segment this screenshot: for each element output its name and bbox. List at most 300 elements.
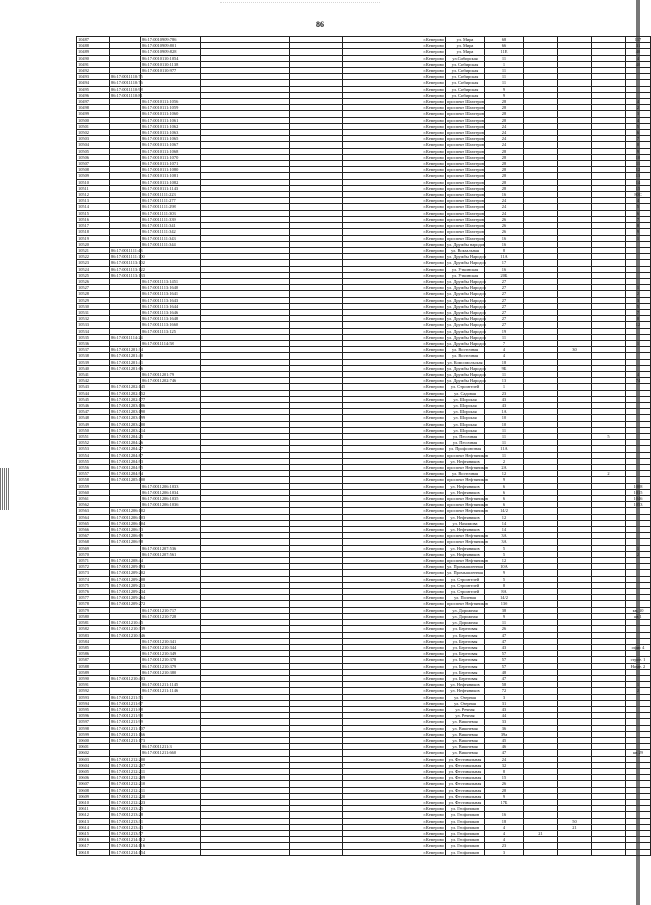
house-number-cell: ул. Шорская bbox=[446, 427, 485, 433]
house-number-cell: ул. Вишневая bbox=[446, 725, 485, 731]
cadastral-number-cell: 86:17:0011110:75 bbox=[111, 74, 143, 80]
street-cell: г.Кемерово bbox=[343, 508, 446, 514]
row-number-cell: 10601 bbox=[77, 744, 110, 750]
house-number-cell: ул. Дружбы Народов bbox=[447, 378, 486, 384]
structure-cell bbox=[524, 849, 558, 855]
building-cell: 11 bbox=[485, 55, 524, 61]
row-number-cell: 10499 bbox=[77, 111, 110, 117]
building-cell: 47 bbox=[485, 750, 524, 756]
spare-cell: 1008 bbox=[626, 483, 651, 489]
street-cell: г.Кемерово bbox=[343, 142, 446, 148]
row-number-cell: 10489 bbox=[77, 49, 110, 55]
table-row bbox=[77, 849, 651, 855]
room-cadastral-number-cell: 86:17:0010111:1081 bbox=[141, 173, 201, 179]
house-number-cell: ул. Дружбы Народов bbox=[447, 254, 486, 260]
cadastral-number-cell: 86:17:0011110:98 bbox=[111, 86, 143, 92]
apartment-cell bbox=[592, 849, 626, 855]
house-number-cell: ул. Фестивальная bbox=[446, 756, 485, 762]
building-cell: 26 bbox=[485, 626, 524, 632]
house-number-cell: ул. Дорожная bbox=[446, 607, 485, 613]
street-cell: г.Кемерово bbox=[343, 452, 446, 458]
row-number-cell: 10528 bbox=[77, 291, 110, 297]
cadastral-number-cell: 86:17:0011210:45 bbox=[111, 620, 144, 626]
row-number-cell: 10556 bbox=[77, 465, 110, 471]
street-cell: г.Кемерово bbox=[343, 831, 446, 837]
street-cell: г.Кемерово bbox=[343, 849, 446, 855]
cadastral-number-cell: 86:17:0011212:223 bbox=[111, 799, 146, 805]
row-number-cell: 10616 bbox=[77, 837, 110, 843]
row-number-cell: 10537 bbox=[77, 347, 110, 353]
spare-cell: кв 29 bbox=[626, 750, 651, 756]
building-cell: 20Б bbox=[485, 272, 524, 278]
building-cell: 4 bbox=[485, 353, 524, 359]
building-cell: 11 bbox=[485, 440, 524, 446]
house-number-cell: ул. Геофизиков bbox=[446, 806, 485, 812]
house-number-cell: проспект Шахтеров bbox=[447, 223, 484, 229]
row-number-cell: 10533 bbox=[77, 322, 110, 328]
street-cell: г.Кемерово bbox=[343, 570, 446, 576]
house-number-cell: ул. Вокзальная bbox=[446, 247, 485, 253]
room-cadastral-number-cell: 86:17:0011206:1036 bbox=[141, 502, 201, 508]
cadastral-number-cell: 86:17:0011202:145 bbox=[111, 384, 146, 390]
spare-cell: 6 bbox=[626, 130, 651, 136]
street-cell: г.Кемерово bbox=[343, 719, 446, 725]
cadastral-number-cell: 86:17:0011213:43 bbox=[111, 824, 144, 830]
row-number-cell: 10614 bbox=[77, 824, 110, 830]
house-number-cell: ул. Дружбы Народов bbox=[447, 322, 486, 328]
building-cell: 47 bbox=[485, 675, 524, 681]
room-cadastral-number-cell: 86:17:0010111:1082 bbox=[141, 179, 201, 185]
row-number-cell: 10580 bbox=[77, 613, 110, 619]
building-cell: 43 bbox=[485, 644, 524, 650]
cadastral-number-cell: 86:17:0011212:210 bbox=[111, 781, 146, 787]
building-cell: 26 bbox=[485, 216, 524, 222]
building-cell: 11 bbox=[485, 452, 524, 458]
cadastral-number-cell: 86:17:0011201:66 bbox=[111, 365, 144, 371]
row-number-cell: 10529 bbox=[77, 297, 110, 303]
building-cell: 45 bbox=[485, 737, 524, 743]
house-number-cell: проспект Шахтеров bbox=[447, 105, 484, 111]
spare-cell: 14 bbox=[626, 179, 651, 185]
cadastral-number-cell: 86:17:0011203:214 bbox=[111, 427, 146, 433]
row-number-cell: 10488 bbox=[77, 43, 110, 49]
street-cell: г.Кемерово bbox=[343, 793, 446, 799]
building-cell: 27 bbox=[485, 285, 524, 291]
row-number-cell: 10560 bbox=[77, 489, 110, 495]
room-cadastral-number-cell: 86:17:0010111:1070 bbox=[141, 154, 201, 160]
row-number-cell: 10605 bbox=[77, 768, 110, 774]
building-cell: 28 bbox=[485, 154, 524, 160]
street-cell: г.Кемерово bbox=[343, 799, 446, 805]
room-cadastral-number-cell: 86:17:0011206:1033 bbox=[141, 483, 201, 489]
house-number-cell: проспект Шахтеров bbox=[447, 235, 484, 241]
building-cell: 28 bbox=[485, 167, 524, 173]
building-cell: 3А bbox=[485, 539, 524, 545]
house-number-cell: проспект Нефтяников bbox=[447, 502, 488, 508]
house-number-cell: ул. Речная bbox=[446, 713, 485, 719]
room-cadastral-number-cell: 86:17:0010111:1065 bbox=[141, 136, 201, 142]
house-number-cell: ул. Фестивальная bbox=[446, 787, 485, 793]
house-number-cell: ул. Дружбы Народов bbox=[447, 291, 486, 297]
building-cell: 47 bbox=[485, 638, 524, 644]
row-number-cell: 10522 bbox=[77, 254, 110, 260]
extra-cell: 30 bbox=[558, 347, 592, 353]
cadastral-number-cell: 86:17:0011212:211 bbox=[111, 768, 146, 774]
street-cell: г.Кемерово bbox=[343, 359, 446, 365]
building-cell: 28 bbox=[485, 148, 524, 154]
building-cell: 24 bbox=[485, 204, 524, 210]
building-cell: 9 bbox=[485, 793, 524, 799]
house-number-cell: ул. Сибирская bbox=[446, 86, 485, 92]
house-number-cell: ул. Строителей bbox=[446, 582, 485, 588]
room-cadastral-number-cell: 86:17:0011210:378 bbox=[141, 657, 201, 663]
spare-cell: Номе. 2 bbox=[626, 663, 651, 669]
row-number-cell: 10520 bbox=[77, 241, 110, 247]
building-cell: 9 bbox=[485, 477, 524, 483]
row-number-cell: 10606 bbox=[77, 775, 110, 781]
room-cadastral-number-cell: 86:17:0011210:349 bbox=[141, 651, 201, 657]
spare-cell: 40 bbox=[626, 49, 651, 55]
spare-cell: 6 bbox=[626, 210, 651, 216]
street-cell: г.Кемерово bbox=[343, 440, 446, 446]
row-number-cell: 10611 bbox=[77, 806, 110, 812]
room-cadastral-number-cell: 86:17:0011113:1646 bbox=[141, 309, 201, 315]
cadastral-number-cell: 86:17:0011113:133 bbox=[111, 272, 145, 278]
street-cell: г.Кемерово bbox=[343, 260, 446, 266]
building-cell: 10А bbox=[485, 564, 524, 570]
building-cell: 9 bbox=[485, 570, 524, 576]
house-number-cell: проспект Шахтеров bbox=[447, 130, 484, 136]
house-number-cell: ул. Песочная bbox=[446, 440, 485, 446]
house-number-cell: ул. Дружбы Народов bbox=[447, 371, 486, 377]
spare-cell: 15 bbox=[626, 185, 651, 191]
room-cadastral-number-cell: 86:17:0011111:344 bbox=[141, 241, 201, 247]
street-cell: г.Кемерово bbox=[343, 620, 446, 626]
street-cell: г.Кемерово bbox=[343, 173, 446, 179]
row-number-cell: 10495 bbox=[77, 86, 110, 92]
room-cadastral-number-cell: 86:17:0011111:303 bbox=[141, 210, 201, 216]
street-cell: г.Кемерово bbox=[343, 247, 446, 253]
house-number-cell: ул. Нефтяников bbox=[446, 458, 485, 464]
building-cell: 14 bbox=[485, 527, 524, 533]
room-cadastral-number-cell: 86:17:0011210:344 bbox=[141, 644, 201, 650]
street-cell: г.Кемерово bbox=[343, 111, 446, 117]
cadastral-number-cell: 86:17:0011211:166 bbox=[111, 731, 146, 737]
row-number-cell: 10558 bbox=[77, 477, 110, 483]
row-number-cell: 10540 bbox=[77, 365, 110, 371]
row-number-cell: 10517 bbox=[77, 223, 110, 229]
row-number-cell: 10588 bbox=[77, 663, 110, 669]
row-number-cell: 10544 bbox=[77, 390, 110, 396]
house-number-cell: ул. Восточная bbox=[446, 353, 485, 359]
building-cell: 28 bbox=[485, 111, 524, 117]
registry-body bbox=[77, 37, 651, 856]
building-cell: 15 bbox=[485, 775, 524, 781]
house-number-cell: ул. Дружбы Народов bbox=[447, 365, 486, 371]
house-number-cell: проспект Шахтеров bbox=[447, 111, 484, 117]
cadastral-number-cell: 86:17:0011201:41 bbox=[111, 359, 144, 365]
cadastral-number-cell: 86:17:0011214:154 bbox=[111, 849, 146, 855]
house-number-cell: проспект Шахтеров bbox=[447, 179, 484, 185]
row-number-cell: 10527 bbox=[77, 285, 110, 291]
row-number-cell: 10491 bbox=[77, 61, 110, 67]
building-cell: 4 bbox=[485, 824, 524, 830]
spare-cell: 5 bbox=[626, 204, 651, 210]
house-number-cell: ул. Уткинская bbox=[446, 272, 485, 278]
house-number-cell: проспект Шахтеров bbox=[447, 123, 484, 129]
spare-cell: 4 bbox=[626, 55, 651, 61]
cadastral-number-cell: 86:17:0011212:220 bbox=[111, 793, 146, 799]
house-number-cell: ул. Дружбы Народов bbox=[447, 260, 486, 266]
cadastral-number-cell: 86:17:0011203:186 bbox=[111, 402, 146, 408]
building-cell: 23 bbox=[485, 843, 524, 849]
street-cell: г.Кемерово bbox=[343, 161, 446, 167]
spare-cell: 8 bbox=[626, 142, 651, 148]
cadastral-number-cell: 86:17:0011202:152 bbox=[111, 390, 146, 396]
spare-cell: 12 bbox=[626, 322, 651, 328]
street-cell: г.Кемерово bbox=[343, 477, 446, 483]
cadastral-number-cell: 86:17:0011209:264 bbox=[111, 595, 146, 601]
spare-cell: 40 bbox=[626, 61, 651, 67]
row-number-cell: 10590 bbox=[77, 675, 110, 681]
street-cell: г.Кемерово bbox=[343, 37, 446, 43]
street-cell: г.Кемерово bbox=[343, 750, 446, 756]
house-number-cell: проспект Шахтеров bbox=[447, 136, 484, 142]
cadastral-number-cell: 86:17:0011209:272 bbox=[111, 601, 146, 607]
building-cell: 57 bbox=[485, 663, 524, 669]
room-cadastral-number-cell: 86:17:0010110:1138 bbox=[141, 61, 201, 67]
house-number-cell: ул. Нефтяников bbox=[446, 545, 485, 551]
row-number-cell: 10493 bbox=[77, 74, 110, 80]
building-cell: 8 bbox=[485, 247, 524, 253]
building-cell: 44 bbox=[485, 713, 524, 719]
house-number-cell: ул. Геофизиков bbox=[446, 849, 485, 855]
building-cell: 14/2 bbox=[485, 508, 524, 514]
room-cadastral-number-cell: 86:17:0011211:1146 bbox=[141, 688, 201, 694]
row-number-cell: 10511 bbox=[77, 185, 110, 191]
street-cell: г.Кемерово bbox=[343, 43, 446, 49]
building-cell: 27 bbox=[485, 309, 524, 315]
row-number-cell: 10600 bbox=[77, 737, 110, 743]
street-cell: г.Кемерово bbox=[343, 589, 446, 595]
row-number-cell: 10546 bbox=[77, 402, 110, 408]
row-number-cell: 10597 bbox=[77, 719, 110, 725]
street-cell: г.Кемерово bbox=[343, 179, 446, 185]
street-cell: г.Кемерово bbox=[343, 309, 446, 315]
row-number-cell: 10554 bbox=[77, 452, 110, 458]
building-cell: 7 bbox=[485, 340, 524, 346]
row-number-cell: 10525 bbox=[77, 272, 110, 278]
house-number-cell: ул. Береговая bbox=[446, 632, 485, 638]
building-cell: 12 bbox=[485, 558, 524, 564]
cadastral-number-cell: 86:17:0011214:112 bbox=[111, 837, 146, 843]
house-number-cell: ул. Восточная bbox=[446, 471, 485, 477]
building-cell: 17 bbox=[485, 260, 524, 266]
street-cell: г.Кемерово bbox=[343, 725, 446, 731]
room-cadastral-number-cell: 86:17:0011202:746 bbox=[141, 378, 201, 384]
building-cell: 43 bbox=[485, 402, 524, 408]
row-number-cell: 10501 bbox=[77, 123, 110, 129]
row-number-cell: 10607 bbox=[77, 781, 110, 787]
row-number-cell: 10589 bbox=[77, 669, 110, 675]
building-cell: 16 bbox=[485, 812, 524, 818]
spare-cell: 5 bbox=[626, 123, 651, 129]
spare-cell: 2 bbox=[626, 688, 651, 694]
cadastral-number-cell: 86:17:0011209:234 bbox=[111, 589, 146, 595]
room-cadastral-number-cell: 86:17:0011111:343 bbox=[141, 235, 201, 241]
row-number-cell: 10551 bbox=[77, 434, 110, 440]
row-number-cell: 10576 bbox=[77, 589, 110, 595]
building-cell: 8 bbox=[485, 768, 524, 774]
room-cadastral-number-cell: 86:17:0011207:536 bbox=[141, 545, 201, 551]
street-cell: г.Кемерово bbox=[343, 675, 446, 681]
house-number-cell: проспект Шахтеров bbox=[447, 198, 484, 204]
room-cadastral-number-cell: 86:17:0010111:1062 bbox=[141, 123, 201, 129]
cadastral-number-cell: 86:17:0011212:211 bbox=[111, 787, 146, 793]
house-number-cell: ул. Сибирская bbox=[446, 74, 485, 80]
street-cell: г.Кемерово bbox=[343, 105, 446, 111]
building-cell: 33 bbox=[485, 719, 524, 725]
cadastral-number-cell: 86:17:0011208:44 bbox=[111, 558, 144, 564]
building-cell: 12 bbox=[485, 514, 524, 520]
cadastral-number-cell: 86:17:0011213:25 bbox=[111, 806, 144, 812]
spare-cell: 31 bbox=[626, 43, 651, 49]
row-number-cell: 10579 bbox=[77, 607, 110, 613]
spare-cell: 9 bbox=[626, 229, 651, 235]
house-number-cell: ул. Шорская bbox=[446, 396, 485, 402]
room-cadastral-number-cell: 86:17:0010111:1068 bbox=[141, 148, 201, 154]
row-number-cell: 10508 bbox=[77, 167, 110, 173]
street-cell: г.Кемерово bbox=[343, 241, 446, 247]
row-number-cell: 10617 bbox=[77, 843, 110, 849]
street-cell: г.Кемерово bbox=[343, 713, 446, 719]
row-number-cell: 10494 bbox=[77, 80, 110, 86]
room-cadastral-number-cell: 86:17:0011206:1034 bbox=[141, 489, 201, 495]
building-cell: 18 bbox=[485, 359, 524, 365]
house-number-cell: ул. Промышленная bbox=[447, 564, 483, 570]
street-cell: г.Кемерово bbox=[343, 496, 446, 502]
city-cell bbox=[290, 849, 343, 855]
room-cadastral-number-cell: 86:17:0011114:58 bbox=[141, 340, 201, 346]
building-cell: 10 bbox=[485, 421, 524, 427]
street-cell: г.Кемерово bbox=[343, 744, 446, 750]
row-number-cell: 10581 bbox=[77, 620, 110, 626]
room-cadastral-number-cell: 86:17:0011113:1648 bbox=[141, 316, 201, 322]
row-number-cell: 10567 bbox=[77, 533, 110, 539]
cadastral-number-cell: 86:17:0011110:76 bbox=[111, 80, 143, 86]
house-number-cell: проспект Шахтеров bbox=[447, 99, 484, 105]
street-cell: г.Кемерово bbox=[343, 235, 446, 241]
building-cell: 11Е bbox=[485, 49, 524, 55]
spare-cell: 1 bbox=[626, 545, 651, 551]
row-number-cell: 10559 bbox=[77, 483, 110, 489]
row-number-cell: 10577 bbox=[77, 595, 110, 601]
room-cadastral-number-cell: 86:17:0010111:1067 bbox=[141, 142, 201, 148]
row-number-cell: 10505 bbox=[77, 148, 110, 154]
row-number-cell: 10542 bbox=[77, 378, 110, 384]
row-number-cell: 10615 bbox=[77, 831, 110, 837]
cadastral-number-cell: 86:17:0011204:87 bbox=[111, 452, 144, 458]
building-cell: 24 bbox=[485, 210, 524, 216]
street-cell: г.Кемерово bbox=[343, 458, 446, 464]
room-cadastral-number-cell: 86:17:0011210:380 bbox=[141, 669, 201, 675]
room-cadastral-number-cell: 86:17:0011206:1035 bbox=[141, 496, 201, 502]
house-number-cell: проспект Шахтеров bbox=[447, 161, 484, 167]
extra-cell: 50 bbox=[558, 818, 592, 824]
house-number-cell: ул. Мира bbox=[446, 37, 485, 43]
building-cell: 28 bbox=[485, 185, 524, 191]
spare-cell: 2 bbox=[626, 105, 651, 111]
house-number-cell: проспект Шахтеров bbox=[447, 229, 484, 235]
house-number-cell: ул. Речная bbox=[446, 706, 485, 712]
registry-table bbox=[76, 36, 651, 856]
street-cell: г.Кемерово bbox=[343, 446, 446, 452]
room-cadastral-number-cell: 86:17:0010111:1080 bbox=[141, 167, 201, 173]
room-cadastral-number-cell: 86:17:0011210:379 bbox=[141, 663, 201, 669]
row-number-cell: 10515 bbox=[77, 210, 110, 216]
street-cell: г.Кемерово bbox=[343, 818, 446, 824]
row-number-cell: 10518 bbox=[77, 229, 110, 235]
building-cell: 11А bbox=[485, 446, 524, 452]
building-cell: 68 bbox=[485, 37, 524, 43]
street-cell: г.Кемерово bbox=[343, 502, 446, 508]
house-number-cell: ул. Дружбы Народов bbox=[447, 340, 486, 346]
row-number-cell: 10535 bbox=[77, 334, 110, 340]
street-cell: г.Кемерово bbox=[343, 527, 446, 533]
street-cell: г.Кемерово bbox=[343, 316, 446, 322]
building-cell: 8А bbox=[485, 589, 524, 595]
room-cadastral-number-cell: 86:17:0010110:1054 bbox=[141, 55, 201, 61]
cadastral-number-cell: 86:17:0011206:69 bbox=[111, 533, 144, 539]
building-cell: 14 bbox=[485, 520, 524, 526]
spare-cell: 8 bbox=[626, 223, 651, 229]
street-cell: г.Кемерово bbox=[343, 136, 446, 142]
street-cell: г.Кемерово bbox=[343, 520, 446, 526]
street-cell: г.Кемерово bbox=[343, 371, 446, 377]
street-cell: г.Кемерово bbox=[343, 669, 446, 675]
row-number-cell: 10595 bbox=[77, 706, 110, 712]
spare-cell: 3 bbox=[626, 297, 651, 303]
street-cell: г.Кемерово bbox=[343, 762, 446, 768]
cadastral-number-cell: 86:17:0011209:193 bbox=[111, 564, 146, 570]
house-number-cell: ул. Нефтяников bbox=[446, 527, 485, 533]
cadastral-number-cell: 86:17:0011113:122 bbox=[111, 266, 145, 272]
cadastral-number-cell: 86:17:0011204:27 bbox=[111, 446, 144, 452]
building-cell: 36 bbox=[485, 725, 524, 731]
building-cell: 9 bbox=[485, 86, 524, 92]
building-cell: 28 bbox=[485, 161, 524, 167]
row-number-cell: 10602 bbox=[77, 750, 110, 756]
row-number-cell: 10603 bbox=[77, 756, 110, 762]
building-cell: 3 bbox=[485, 849, 524, 855]
street-cell: г.Кемерово bbox=[343, 694, 446, 700]
street-cell: г.Кемерово bbox=[343, 582, 446, 588]
street-cell: г.Кемерово bbox=[343, 334, 446, 340]
house-number-cell: ул. Строителей bbox=[446, 589, 485, 595]
row-number-cell: 10550 bbox=[77, 427, 110, 433]
cadastral-number-cell: 86:17:0011204:95 bbox=[111, 465, 144, 471]
building-cell: 28 bbox=[485, 173, 524, 179]
building-cell: 9 bbox=[485, 92, 524, 98]
house-number-cell: проспект Шахтеров bbox=[447, 148, 484, 154]
cadastral-number-cell: 86:17:0011204:26 bbox=[111, 440, 144, 446]
building-cell: 6 bbox=[485, 502, 524, 508]
row-number-cell: 10548 bbox=[77, 415, 110, 421]
street-cell: г.Кемерово bbox=[343, 384, 446, 390]
street-cell: г.Кемерово bbox=[343, 421, 446, 427]
house-number-cell: ул. Мира bbox=[446, 49, 485, 55]
row-number-cell: 10510 bbox=[77, 179, 110, 185]
